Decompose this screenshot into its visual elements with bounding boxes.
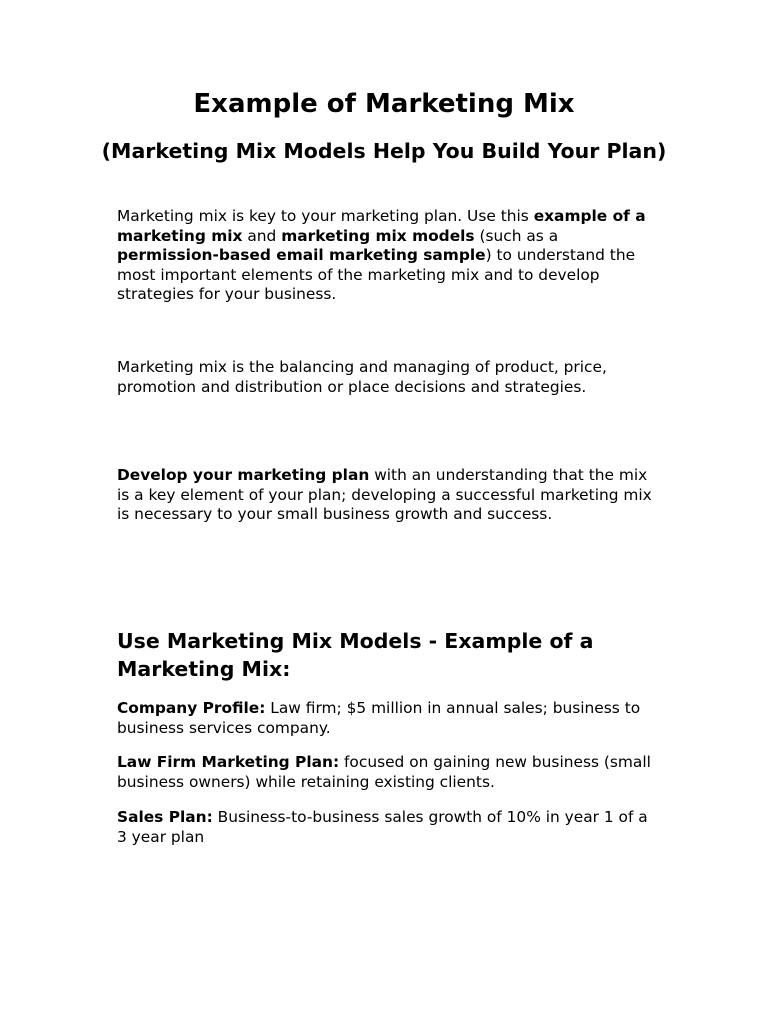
develop-bold: Develop your marketing plan — [117, 466, 370, 484]
law-firm-plan-text: focused on gaining new business (small business owners) while retaining existing clients. — [117, 753, 651, 791]
intro-text-1: Marketing mix is key to your marketing plan. Use this — [117, 207, 534, 225]
intro-bold-3: permission-based email marketing sample — [117, 246, 486, 265]
company-profile-text: Law firm; $5 million in annual sales; business to business services company. — [117, 699, 641, 737]
develop-text: with an understanding that the mix is a key element of your plan; developing a successful marketing mix is necessary to your small business growth and success. — [117, 466, 652, 524]
intro-paragraph — [117, 207, 662, 305]
intro-text-4: ) to understand the most important elements of the marketing mix and to develop strategies for your business. — [117, 246, 636, 304]
intro-bold-1: example of a marketing mix — [117, 207, 646, 245]
intro-bold-2: marketing mix models — [281, 226, 475, 245]
sales-plan-paragraph — [117, 808, 662, 847]
law-firm-plan-paragraph — [117, 753, 662, 792]
section-heading: Use Marketing Mix Models - Example of a Marketing Mix: — [117, 629, 594, 681]
sales-plan-text: Business-to-business sales growth of 10% in year 1 of a 3 year plan — [117, 808, 648, 846]
develop-paragraph — [117, 466, 662, 525]
company-profile-paragraph — [117, 699, 662, 738]
company-profile-label: Company Profile: — [117, 699, 266, 717]
page-title: Example of Marketing Mix — [193, 89, 575, 119]
sales-plan-label: Sales Plan: — [117, 808, 213, 826]
definition-paragraph: Marketing mix is the balancing and managing of product, price, promotion and distribution or place decisions and strategies. — [117, 358, 607, 396]
page-subtitle: (Marketing Mix Models Help You Build Your Plan) — [101, 139, 667, 163]
intro-text-3: (such as a — [474, 226, 559, 245]
law-firm-plan-label: Law Firm Marketing Plan: — [117, 753, 340, 771]
intro-text-2: and — [242, 226, 282, 245]
